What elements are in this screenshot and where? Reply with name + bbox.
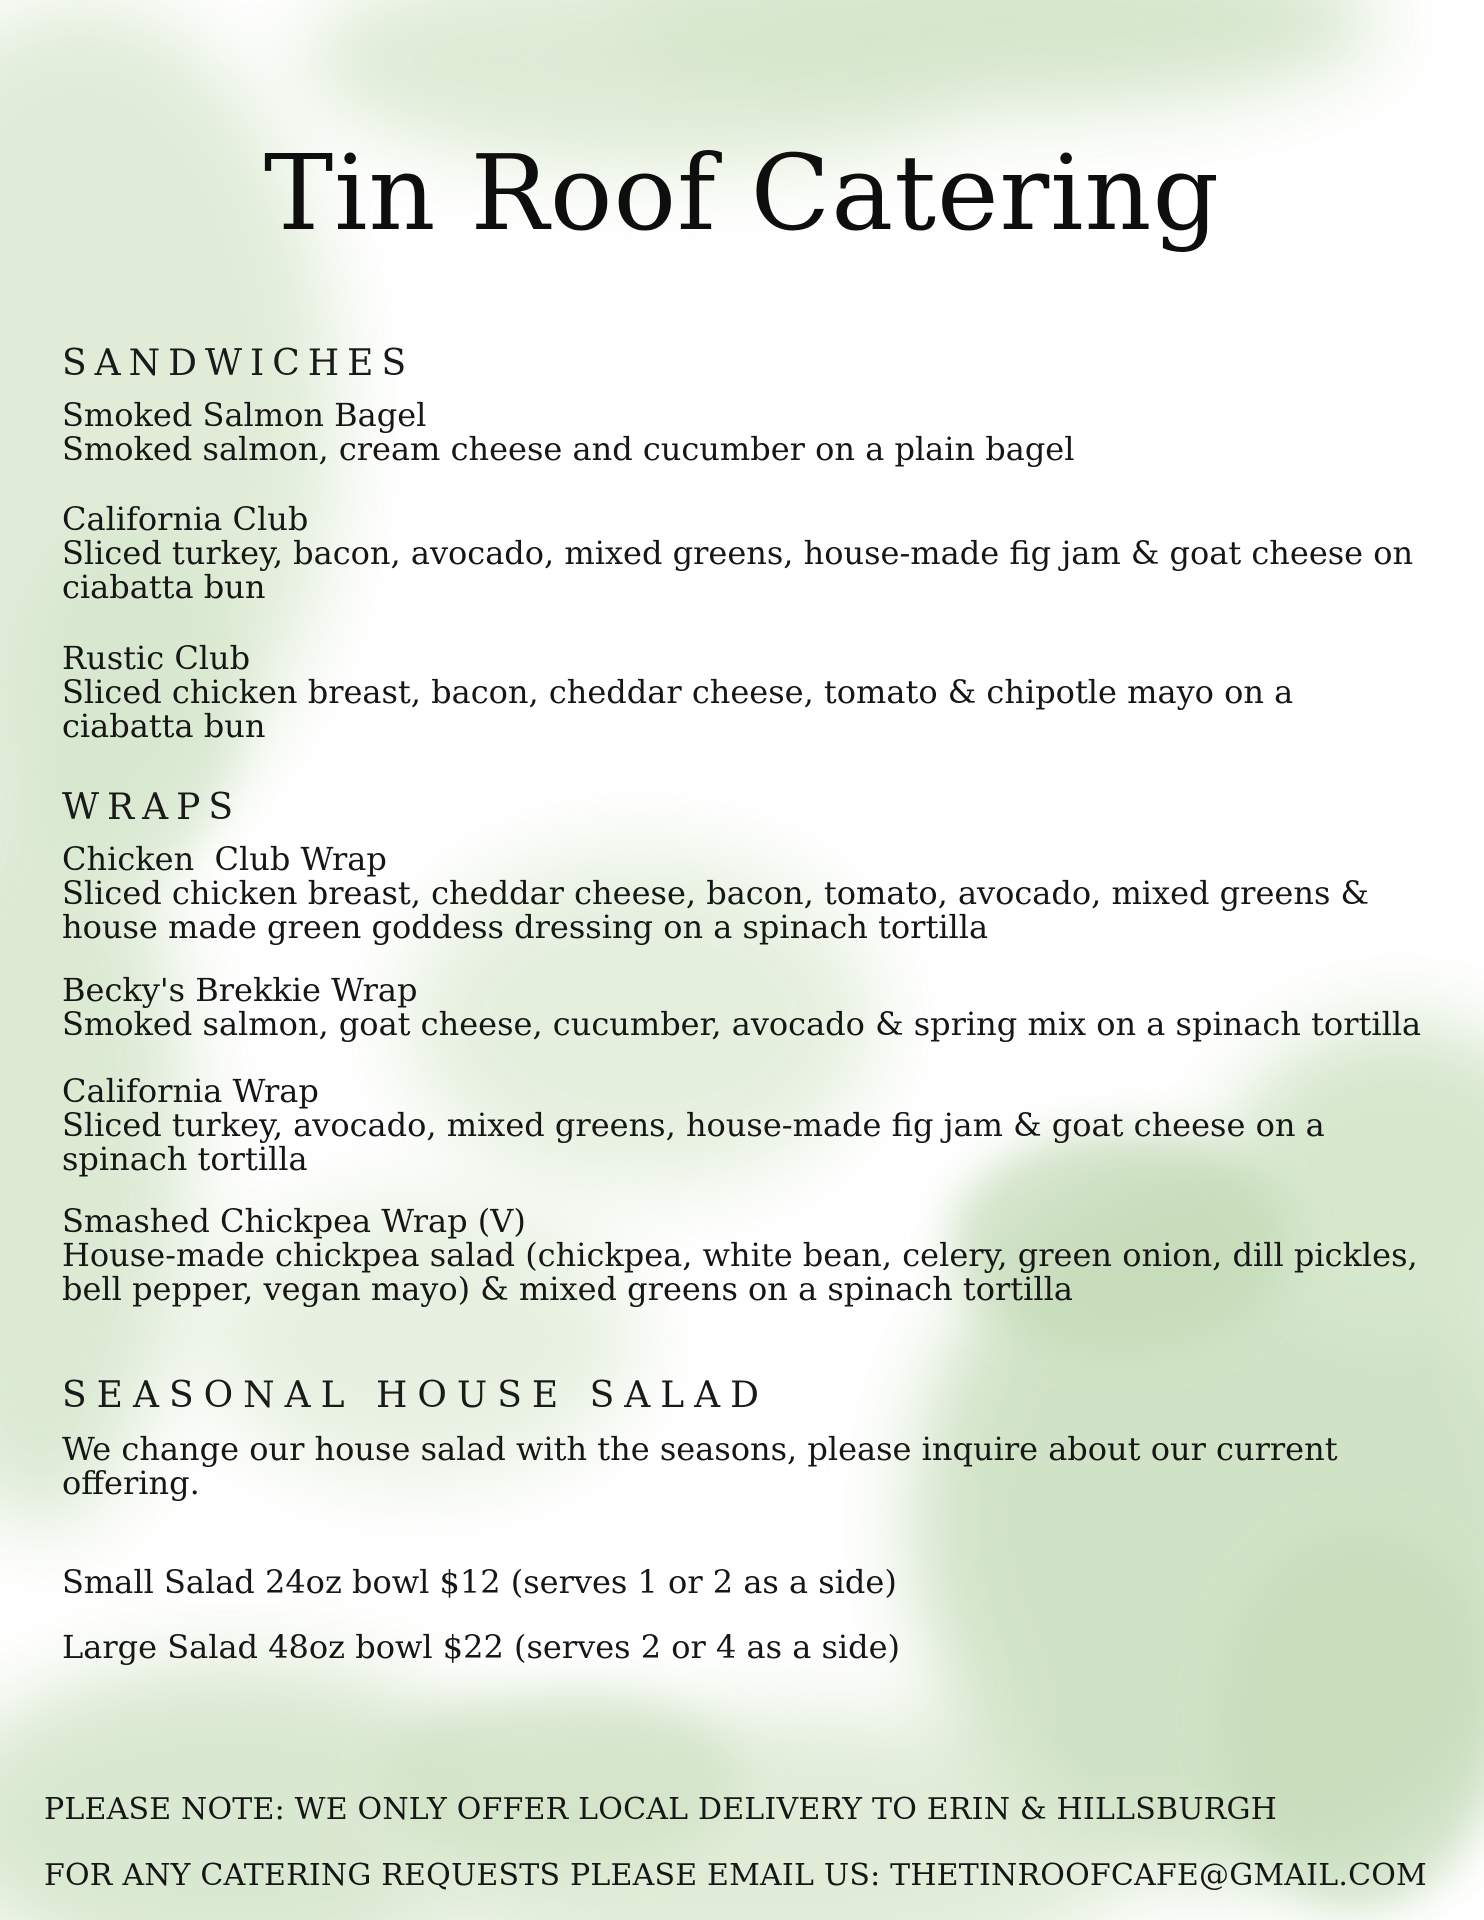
item-name: Becky's Brekkie Wrap bbox=[62, 971, 418, 1009]
item-description: Sliced chicken breast, bacon, cheddar cheese, tomato & chipotle mayo on a ciabatta bun bbox=[62, 673, 1294, 745]
item-name: Chicken Club Wrap bbox=[62, 840, 387, 878]
item-description: Sliced turkey, avocado, mixed greens, house-made fig jam & goat cheese on a spinach tortilla bbox=[62, 1106, 1325, 1178]
contact-note: FOR ANY CATERING REQUESTS PLEASE EMAIL US: THETINROOFCAFE@GMAIL.COM bbox=[44, 1858, 1427, 1893]
item-description: Sliced chicken breast, cheddar cheese, bacon, tomato, avocado, mixed greens & house made green goddess dressing on a spinach tortilla bbox=[62, 874, 1370, 946]
section-heading-seasonal-house-salad: SEASONAL HOUSE SALAD bbox=[62, 1375, 770, 1416]
item-name: Smoked Salmon Bagel bbox=[62, 396, 427, 434]
menu-title: Tin Roof Catering bbox=[263, 132, 1221, 254]
item-name: California Wrap bbox=[62, 1072, 319, 1110]
item-description: Sliced turkey, bacon, avocado, mixed greens, house-made fig jam & goat cheese on ciabatta bun bbox=[62, 534, 1414, 606]
menu-item bbox=[62, 641, 1442, 743]
delivery-note: PLEASE NOTE: WE ONLY OFFER LOCAL DELIVERY TO ERIN & HILLSBURGH bbox=[44, 1792, 1278, 1827]
item-description: Smoked salmon, cream cheese and cucumber on a plain bagel bbox=[62, 430, 1075, 468]
section-heading-wraps: WRAPS bbox=[62, 787, 241, 828]
section-heading-sandwiches: SANDWICHES bbox=[62, 343, 415, 384]
item-name: Smashed Chickpea Wrap (V) bbox=[62, 1202, 526, 1240]
menu-item bbox=[62, 842, 1442, 944]
salad-option-small: Small Salad 24oz bowl $12 (serves 1 or 2 as a side) bbox=[62, 1563, 897, 1601]
item-description: Smoked salmon, goat cheese, cucumber, avocado & spring mix on a spinach tortilla bbox=[62, 1005, 1422, 1043]
salad-option-large: Large Salad 48oz bowl $22 (serves 2 or 4 as a side) bbox=[62, 1628, 901, 1666]
menu-item bbox=[62, 1204, 1442, 1306]
salad-intro-text: We change our house salad with the seasons, please inquire about our current offering. bbox=[62, 1430, 1338, 1502]
menu-item bbox=[62, 1074, 1442, 1176]
menu-item bbox=[62, 398, 1442, 466]
item-description: House-made chickpea salad (chickpea, white bean, celery, green onion, dill pickles, bell pepper, vegan mayo) & mixed greens on a spinach tortilla bbox=[62, 1236, 1418, 1308]
item-name: California Club bbox=[62, 500, 309, 538]
menu-item bbox=[62, 502, 1442, 604]
menu-item bbox=[62, 973, 1442, 1041]
item-name: Rustic Club bbox=[62, 639, 251, 677]
